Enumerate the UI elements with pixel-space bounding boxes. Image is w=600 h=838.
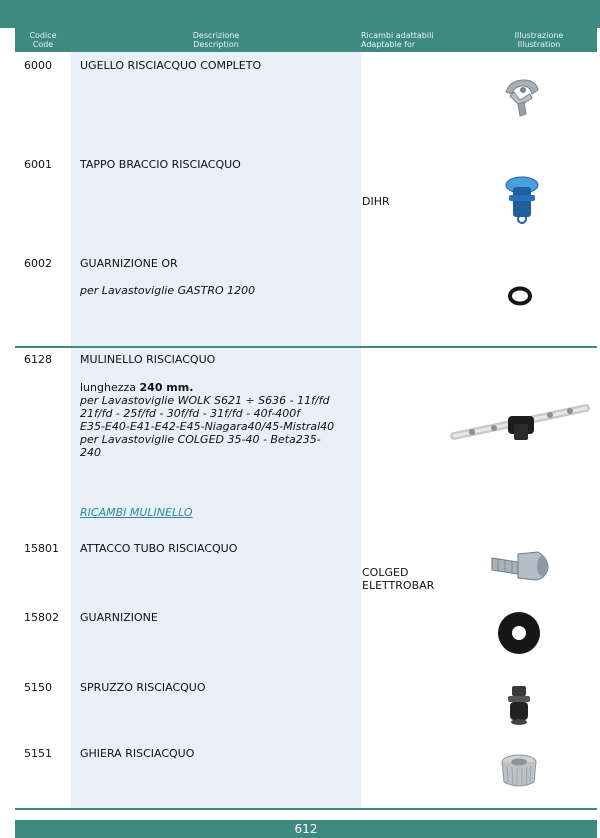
adaptable-for-text [362, 566, 434, 592]
cap-part-image [500, 175, 544, 227]
note-line: 21f/fd - 25f/fd - 30f/fd - 31f/fd - 40f-400f [80, 407, 301, 420]
header-adapt-en: Adaptable for [361, 40, 416, 49]
o-ring-image [507, 286, 533, 306]
item-description: TAPPO BRACCIO RISCIACQUO [80, 158, 241, 171]
header-ill-en: Illustration [517, 40, 561, 49]
description-column-bg [71, 52, 361, 346]
adaptable-line-1: COLGED [362, 566, 409, 579]
item-code: 6128 [24, 353, 52, 366]
item-description: GHIERA RISCIACQUO [80, 747, 195, 760]
rinse-arm-image [450, 394, 590, 446]
item-code: 5150 [24, 681, 52, 694]
page-footer [15, 820, 597, 838]
table-header [15, 28, 597, 52]
item-note: per Lavastoviglie GASTRO 1200 [80, 284, 256, 297]
page-number: 612 [294, 822, 318, 836]
header-ill-it: Illustrazione [514, 31, 564, 40]
gasket-image [496, 610, 542, 656]
item-description: SPRUZZO RISCIACQUO [80, 681, 206, 694]
header-adaptable [361, 31, 481, 49]
top-bar [0, 0, 600, 28]
item-description: GUARNIZIONE OR [80, 257, 178, 270]
nozzle-part-image [496, 72, 546, 122]
item-code: 6001 [24, 158, 52, 171]
header-code [15, 31, 71, 49]
item-code: 6002 [24, 257, 52, 270]
item-description: UGELLO RISCIACQUO COMPLETO [80, 59, 262, 72]
item-code: 5151 [24, 747, 52, 760]
header-description [71, 31, 361, 49]
note-line: per Lavastoviglie WOLK S621 ÷ S636 - 11f/fd [80, 394, 330, 407]
header-adapt-it: Ricambi adattabili [361, 31, 434, 40]
header-illustration [481, 31, 597, 49]
note-line: E35-E40-E41-E42-E45-Niagara40/45-Mistral40 [80, 420, 335, 433]
ring-nut-image [498, 752, 540, 792]
header-code-it: Codice [29, 31, 57, 40]
note-line: 240 [80, 446, 101, 459]
header-code-en: Code [32, 40, 54, 49]
header-desc-it: Descrizione [192, 31, 240, 40]
header-desc-en: Description [193, 40, 239, 49]
length-value: 240 mm. [139, 381, 194, 394]
item-code: 15802 [24, 611, 59, 624]
item-code: 6000 [24, 59, 52, 72]
note-line: per Lavastoviglie COLGED 35-40 - Beta235- [80, 433, 321, 446]
hose-fitting-image [488, 544, 554, 586]
adaptable-for-text: DIHR [362, 195, 390, 208]
adaptable-line-2: ELETTROBAR [362, 579, 435, 592]
item-code: 15801 [24, 542, 59, 555]
item-description: GUARNIZIONE [80, 611, 158, 624]
spray-nozzle-image [504, 684, 534, 726]
item-description: ATTACCO TUBO RISCIACQUO [80, 542, 238, 555]
length-prefix: lunghezza [80, 381, 140, 394]
item-description: MULINELLO RISCIACQUO [80, 353, 216, 366]
spare-parts-link[interactable]: RICAMBI MULINELLO [80, 506, 193, 519]
item-length [80, 381, 360, 394]
item-note-block [80, 394, 360, 459]
